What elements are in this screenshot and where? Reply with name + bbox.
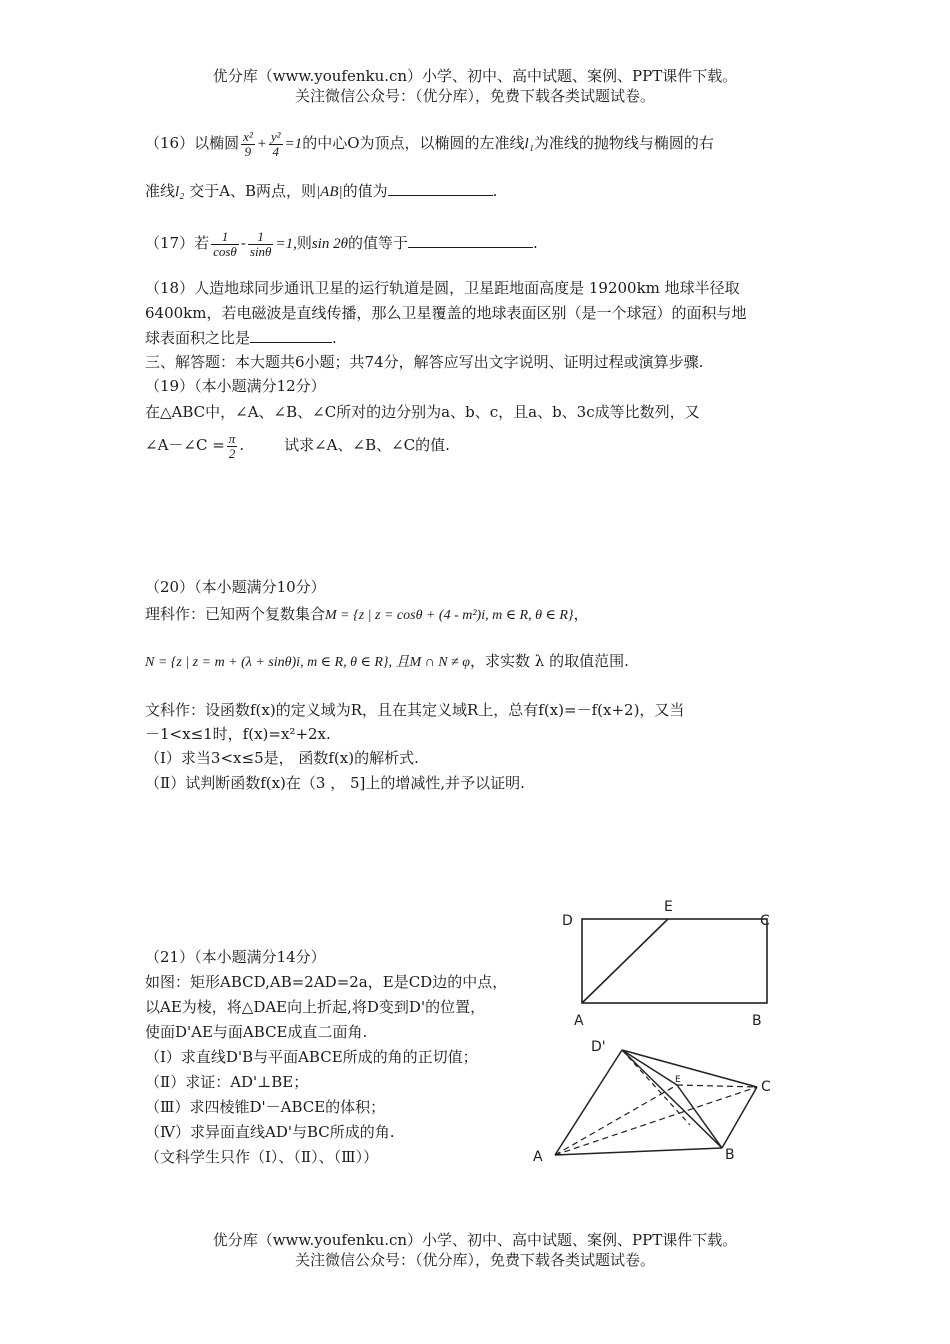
- q18-line-1: （18）人造地球同步通讯卫星的运行轨道是圆，卫星距地面高度是 19200km 地球半径取: [145, 279, 740, 297]
- label-a-fold: A: [533, 1149, 543, 1165]
- q20-title: （20）（本小题满分10分）: [145, 578, 326, 596]
- label-e: E: [664, 899, 673, 915]
- label-a: A: [574, 1013, 584, 1029]
- edge-d-prime-c: [622, 1050, 757, 1087]
- q21-part-3: （Ⅲ）求四棱锥D'－ABCE的体积；: [145, 1098, 386, 1116]
- label-b-fold: B: [725, 1147, 735, 1163]
- q20-li-label: 理科作：已知两个复数集合: [145, 605, 326, 623]
- q16-line-2: [145, 180, 497, 203]
- q18-end: .: [332, 329, 337, 347]
- q18-answer-blank[interactable]: [250, 328, 332, 343]
- q21-part-2: （Ⅱ）求证：AD'⊥BE；: [145, 1073, 309, 1091]
- q17-fraction-cos: $\frac{1}{\cos\theta}$: [213, 229, 237, 259]
- section-3-heading: 三、解答题：本大题共6小题；共74分，解答应写出文字说明、证明过程或演算步骤.: [145, 353, 704, 371]
- q21-note: （文科学生只作（Ⅰ）、（Ⅱ）、（Ⅲ））: [145, 1148, 379, 1166]
- q16-fraction-x: $\frac{\text{x²}}{9}$: [243, 129, 253, 159]
- q21-part-1: （Ⅰ）求直线D'B与平面ABCE所成的角的正切值；: [145, 1048, 478, 1066]
- q19-lhs: ∠A－∠C =: [145, 436, 225, 455]
- figure-rectangle-abcd: [550, 895, 790, 1035]
- q17-expr: sin 2θ: [311, 236, 348, 253]
- q19-fraction-pi: $\frac{\pi}{2}$: [228, 431, 236, 461]
- q16-number: （16）以椭圆: [145, 134, 240, 153]
- edge-d-prime-b: [622, 1050, 722, 1148]
- label-d-prime: D': [591, 1039, 606, 1055]
- q17-number: （17）若: [145, 234, 210, 253]
- q20-part-2: （Ⅱ）试判断函数f(x)在（3 ， 5]上的增减性,并予以证明.: [145, 774, 525, 792]
- q18-line-2: 6400km，若电磁波是直线传播，那么卫星覆盖的地球表面区别（是一个球冠）的面积与地: [145, 304, 747, 322]
- q16-line-1: [145, 130, 714, 158]
- q17-answer-blank[interactable]: [408, 233, 533, 248]
- footer-line-1: 优分库（www.youfenku.cn）小学、初中、高中试题、案例、PPT课件下载。: [212, 1231, 738, 1249]
- label-c: C: [760, 913, 770, 929]
- q21-line-1: 如图：矩形ABCD,AB=2AD=2a，E是CD边的中点，: [145, 973, 508, 991]
- label-d: D: [562, 913, 573, 929]
- q21-line-2: 以AE为棱，将△DAE向上折起,将D变到D'的位置，: [145, 998, 486, 1016]
- q16-l1: l₁: [524, 136, 534, 153]
- q17-line: [145, 230, 538, 258]
- q16-answer-blank[interactable]: [388, 181, 493, 196]
- q17-end: .: [532, 234, 538, 253]
- edge-bc: [722, 1087, 757, 1148]
- q20-n-tail: ，求实数 λ 的取值范围.: [470, 652, 629, 670]
- q21-part-4: （Ⅳ）求异面直线AD'与BC所成的角.: [145, 1123, 395, 1141]
- label-b: B: [752, 1013, 762, 1029]
- edge-ab: [555, 1148, 722, 1155]
- header-line-2: 关注微信公众号：（优分库），免费下载各类试题试卷。: [294, 87, 655, 105]
- q16-text-3: 准线: [145, 182, 176, 200]
- edge-ec-hidden: [677, 1085, 757, 1087]
- q21-title: （21）（本小题满分14分）: [145, 948, 326, 966]
- rectangle-outline: [582, 919, 767, 1003]
- q20-wen-line-2: －1<x≤1时，f(x)=x²+2x.: [145, 725, 331, 743]
- q16-ab: |AB|: [316, 184, 343, 200]
- segment-ae: [582, 919, 668, 1003]
- q20-set-m: M = {z | z = cosθ + (4 - m²)i, m ∈ R, θ ∈ R}: [325, 608, 574, 623]
- q21-line-3: 使面D'AE与面ABCE成直二面角.: [145, 1023, 368, 1041]
- footer-line-2: 关注微信公众号：（优分库），免费下载各类试题试卷。: [294, 1251, 655, 1269]
- q16-text-5: 的值为: [342, 182, 388, 200]
- q16-plus: +: [256, 136, 267, 153]
- q17-equals: =1,: [275, 236, 297, 253]
- q16-text-4: 交于A、B两点，则: [189, 182, 317, 200]
- q19-line-1: 在△ABC中，∠A、∠B、∠C所对的边分别为a、b、c，且a、b、3c成等比数列，又: [145, 403, 700, 421]
- edge-eb: [677, 1085, 722, 1148]
- q17-text-2: 的值等于: [347, 234, 408, 253]
- figure-folded-pyramid: [525, 1035, 785, 1165]
- edge-ae-hidden: [555, 1085, 677, 1155]
- q19-title: （19）（本小题满分12分）: [145, 377, 326, 395]
- label-e-fold: E: [675, 1075, 681, 1085]
- edge-ad-prime: [555, 1050, 622, 1155]
- q17-text-1: 则: [296, 234, 312, 253]
- q20-comma: ，: [573, 605, 589, 623]
- q20-wen-line-1: 文科作：设函数f(x)的定义域为R，且在其定义域R上，总有f(x)=－f(x+2)，又当: [145, 701, 685, 719]
- q17-fraction-sin: $\frac{1}{\sin\theta}$: [249, 229, 272, 259]
- q18-text: 球表面积之比是: [145, 329, 251, 347]
- q17-minus: -: [240, 234, 246, 253]
- q19-tail: 试求∠A、∠B、∠C的值.: [284, 436, 450, 455]
- label-c-fold: C: [761, 1079, 771, 1095]
- q16-equals: =1: [284, 136, 303, 153]
- edge-ac-hidden: [555, 1087, 757, 1155]
- q20-set-n: N = {z | z = m + (λ + sinθ)i, m ∈ R, θ ∈ R}, 且M ∩ N ≠ φ: [145, 655, 471, 670]
- q20-n-line: [145, 650, 629, 674]
- q16-fraction-y: $\frac{\text{y²}}{4}$: [270, 129, 281, 159]
- q16-l2: l₂: [175, 184, 185, 200]
- q19-end: .: [239, 436, 245, 455]
- q16-text-1: 的中心O为顶点，以椭圆的左准线: [302, 134, 525, 153]
- q18-line-3: [145, 327, 337, 349]
- q16-end: .: [492, 182, 498, 200]
- edge-d-prime-foot-hidden: [622, 1050, 690, 1125]
- q16-text-2: 为准线的抛物线与椭圆的右: [533, 134, 714, 153]
- q20-li-line: [145, 603, 589, 627]
- header-line-1: 优分库（www.youfenku.cn）小学、初中、高中试题、案例、PPT课件下载。: [212, 67, 738, 85]
- q19-line-2: [145, 432, 450, 460]
- q20-part-1: （Ⅰ）求当3<x≤5是， 函数f(x)的解析式.: [145, 749, 419, 767]
